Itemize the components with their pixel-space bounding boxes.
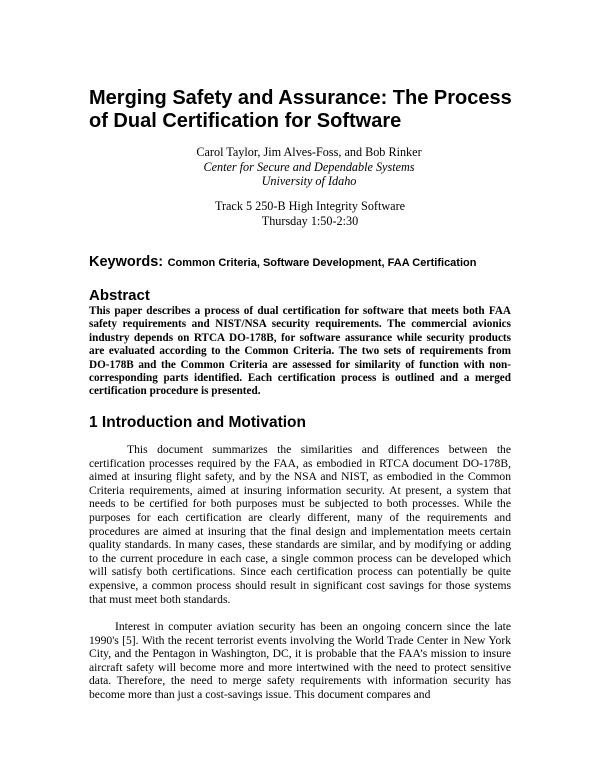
paper-title-line-1: Merging Safety and Assurance: The Process: [89, 87, 512, 109]
abstract-heading: Abstract: [89, 287, 150, 304]
abstract-text: This paper describes a process of dual certification for software that meets both FAA safety requirements and NIST/NSA security requirements. The commercial avionics industry depends on RTCA DO-178B, for software assurance while security products are evaluated according to the Common Criteria. The two sets of requirements from DO-178B and the Common Criteria are assessed for similarity of function with non-corresponding parts identified. Each certification process is outlined and a merged certification procedure is presented.: [89, 305, 511, 398]
author-block: [9, 145, 600, 189]
paper-title-line-2: of Dual Certification for Software: [89, 110, 402, 132]
author-affiliation: Center for Secure and Dependable Systems: [203, 159, 415, 174]
paper-title: [89, 87, 529, 133]
session-info: [10, 199, 600, 228]
section-heading-introduction: 1 Introduction and Motivation: [89, 414, 306, 431]
keywords-list: Common Criteria, Software Development, FAA Certification: [167, 257, 477, 269]
keywords-line: [89, 253, 476, 271]
author-university: University of Idaho: [261, 174, 357, 188]
session-time: Thursday 1:50-2:30: [261, 213, 359, 228]
author-names: Carol Taylor, Jim Alves-Foss, and Bob Rinker: [196, 145, 422, 159]
body-paragraph-2: Interest in computer aviation security has been an ongoing concern since the late 1990's [5]. With the recent terrorist events involving the World Trade Center in New York City, and the Pentagon in Washington, DC, it is probable that the FAA’s mission to insure aircraft safety will become more and more intertwined with the need to protect sensitive data. Therefore, the need to merge safety requirements with information security has become more than just a cost-savings issue. This document compares and: [89, 620, 511, 701]
body-paragraph-1: This document summarizes the similarities and differences between the certification processes required by the FAA, as embodied in RTCA document DO-178B, aimed at insuring flight safety, and by the NSA and NIST, as embodied in the Common Criteria requirements, aimed at insuring information security. At present, a system that needs to be certified for both purposes must be subjected to both processes. While the purposes for each certification are clearly different, many of the requirements and procedures are aimed at insuring that the final design and implementation meets certain quality standards. In many cases, these standards are similar, and by modifying or adding to the current procedure in each case, a single common process can be developed which will satisfy both certifications. Since each certification process can potentially be quite expensive, a common process should result in significant cost savings for those systems that must meet both standards.: [89, 443, 511, 606]
keywords-label: Keywords:: [89, 254, 164, 270]
session-track: Track 5 250-B High Integrity Software: [214, 199, 406, 213]
